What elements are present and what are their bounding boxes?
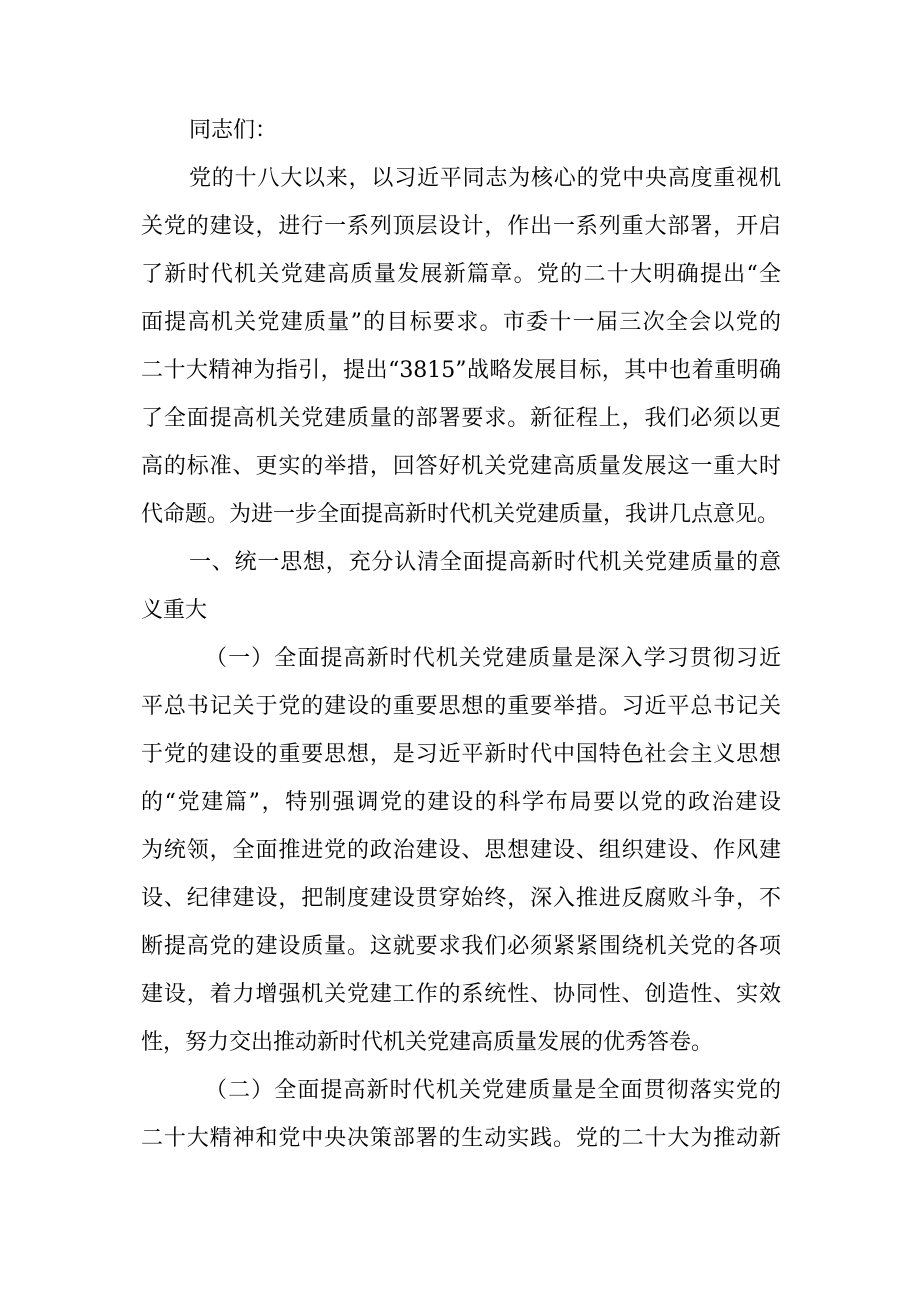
paragraph-line: 了新时代机关党建高质量发展新篇章。党的二十大明确提出“全 — [141, 262, 781, 287]
paragraph-line: 高的标准、更实的举措，回答好机关党建高质量发展这一重大时 — [141, 454, 781, 479]
paragraph-line: 建设，着力增强机关党建工作的系统性、协同性、创造性、实效 — [141, 982, 781, 1007]
paragraph-line: 二十大精神为指引，提出“3815”战略发展目标，其中也着重明确 — [141, 358, 781, 383]
paragraph-line: 平总书记关于党的建设的重要思想的重要举措。习近平总书记关 — [141, 694, 781, 719]
paragraph-line: 于党的建设的重要思想，是习近平新时代中国特色社会主义思想 — [141, 742, 781, 767]
paragraph-line: 设、纪律建设，把制度建设贯穿始终，深入推进反腐败斗争，不 — [141, 886, 781, 911]
paragraph-line: 二十大精神和党中央决策部署的生动实践。党的二十大为推动新 — [141, 1126, 781, 1151]
paragraph-line: 为统领，全面推进党的政治建设、思想建设、组织建设、作风建 — [141, 838, 781, 863]
subsection-line: （二）全面提高新时代机关党建质量是全面贯彻落实党的 — [205, 1078, 781, 1103]
section-heading-line: 义重大 — [141, 598, 208, 623]
paragraph-line: 性，努力交出推动新时代机关党建高质量发展的优秀答卷。 — [141, 1030, 714, 1055]
paragraph-line: 的“党建篇”，特别强调党的建设的科学布局要以党的政治建设 — [141, 790, 781, 815]
paragraph-line: 断提高党的建设质量。这就要求我们必须紧紧围绕机关党的各项 — [141, 934, 781, 959]
salutation-line: 同志们： — [189, 118, 278, 143]
paragraph-line: 关党的建设，进行一系列顶层设计，作出一系列重大部署，开启 — [141, 214, 781, 239]
subsection-line: （一）全面提高新时代机关党建质量是深入学习贯彻习近 — [205, 646, 781, 671]
paragraph-line: 了全面提高机关党建质量的部署要求。新征程上，我们必须以更 — [141, 406, 781, 431]
paragraph-line: 面提高机关党建质量”的目标要求。市委十一届三次全会以党的 — [141, 310, 781, 335]
paragraph-line: 党的十八大以来，以习近平同志为核心的党中央高度重视机 — [189, 166, 781, 191]
paragraph-line: 代命题。为进一步全面提高新时代机关党建质量，我讲几点意见。 — [141, 502, 780, 527]
section-heading-line: 一、统一思想，充分认清全面提高新时代机关党建质量的意 — [189, 550, 781, 575]
